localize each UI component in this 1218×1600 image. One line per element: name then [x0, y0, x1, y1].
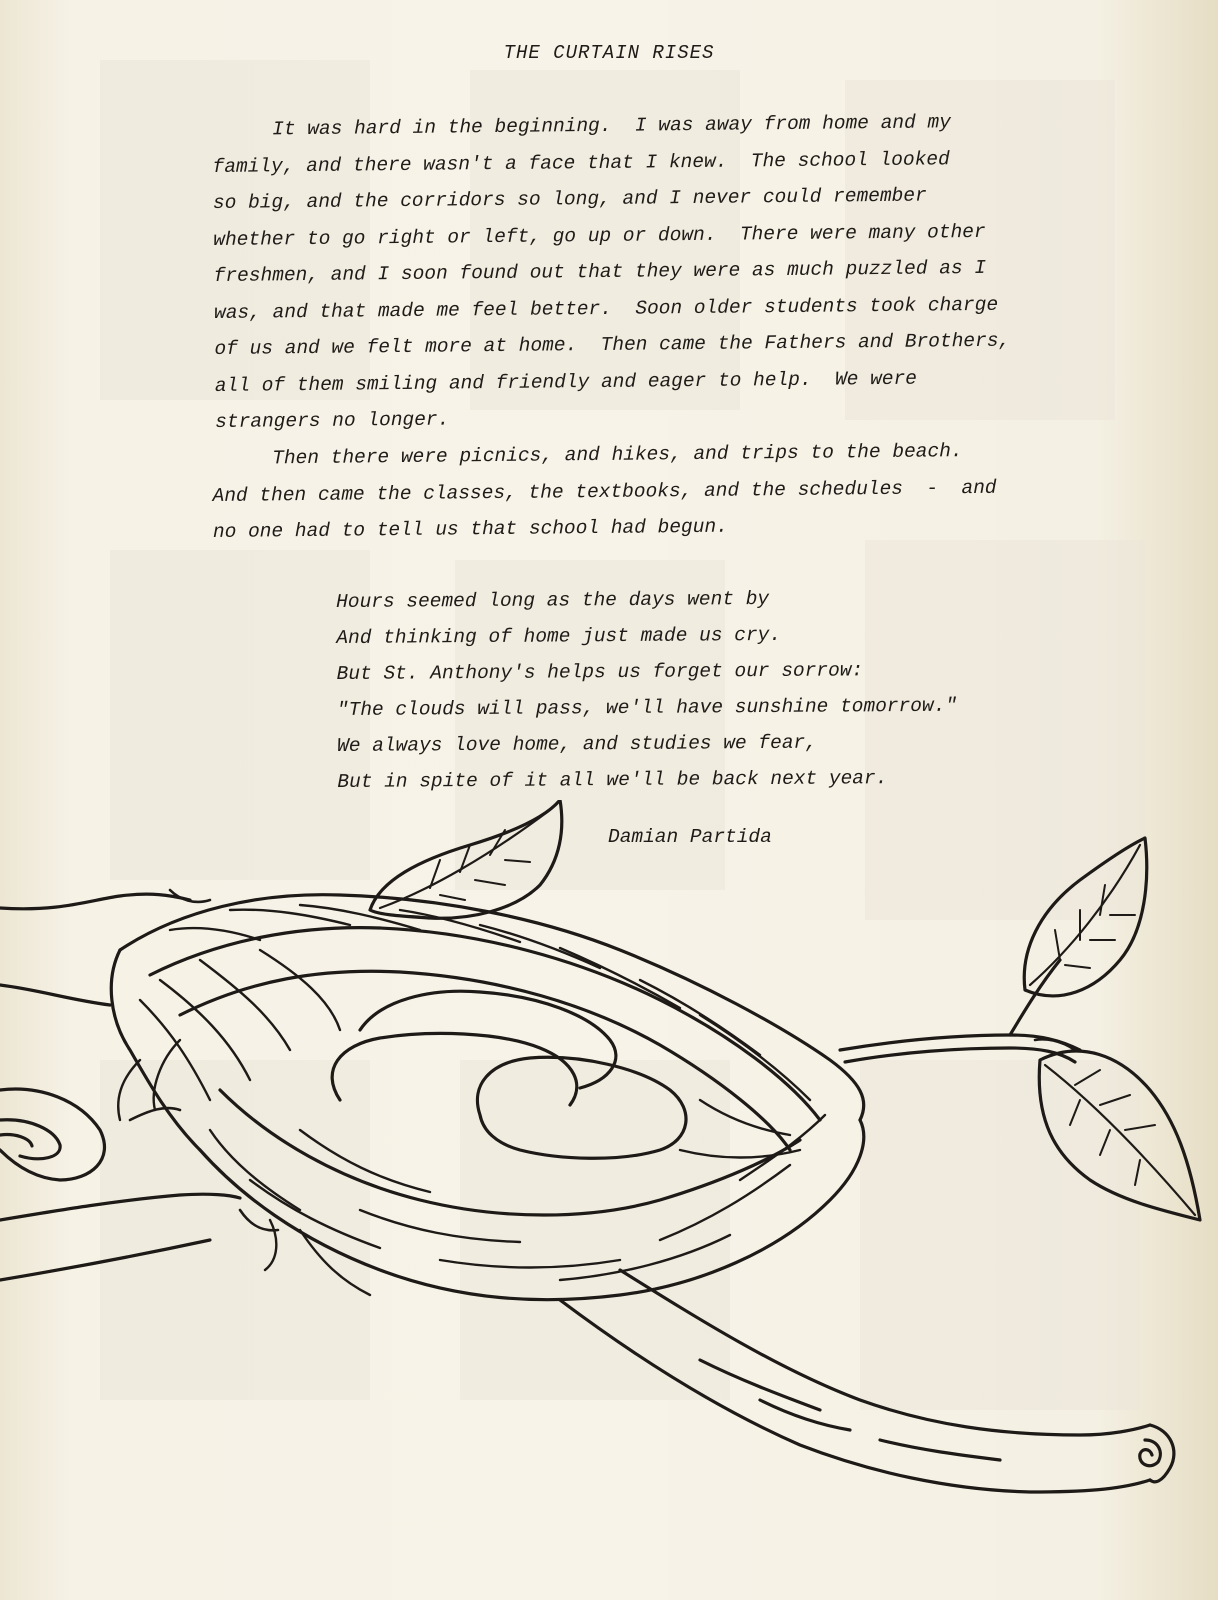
- author-signature: Damian Partida: [608, 826, 772, 848]
- branch-lower-edge: [0, 1194, 240, 1220]
- nest-drawing: [0, 800, 1218, 1520]
- poem: [336, 580, 977, 800]
- page-title: THE CURTAIN RISES: [503, 42, 715, 64]
- nest-outer-left: [111, 950, 200, 1150]
- leaf-right-lower: [1039, 1051, 1200, 1220]
- poem-line: But St. Anthony's helps us forget our sorrow:: [336, 659, 864, 685]
- twig-up: [1010, 960, 1060, 1035]
- branch-texture: [700, 1360, 1000, 1460]
- text-line: whether to go right or left, go up or down. There were many other: [213, 220, 986, 251]
- branch-left-lower: [0, 1240, 210, 1280]
- text-line: all of them smiling and friendly and eager to help. We were: [214, 367, 918, 397]
- branch-long-top: [620, 1270, 1150, 1435]
- leaf-right-lower-vein: [1045, 1065, 1195, 1215]
- text-line: freshmen, and I soon found out that they were as much puzzled as I: [213, 256, 987, 287]
- text-line: It was hard in the beginning. I was away from home and my: [272, 111, 951, 141]
- text-line: And then came the classes, the textbooks, and the schedules - and: [212, 476, 997, 507]
- nest-twig-2: [170, 890, 210, 902]
- poem-line: And thinking of home just made us cry.: [336, 623, 782, 649]
- leaf-right-lower-veins: [1070, 1070, 1155, 1185]
- paragraph-1: [212, 103, 1055, 440]
- egg-middle: [332, 1033, 577, 1105]
- text-line: of us and we felt more at home. Then came the Fathers and Brothers,: [214, 329, 1011, 360]
- paragraph-2: [212, 432, 1053, 550]
- poem-line: But in spite of it all we'll be back next year.: [337, 767, 888, 793]
- nest-rim-inner: [180, 971, 790, 1150]
- branch-knot-inner: [0, 1120, 60, 1159]
- poem-line: "The clouds will pass, we'll have sunshine tomorrow.": [336, 694, 958, 721]
- branch-long-bottom: [560, 1300, 1150, 1492]
- text-line: Then there were picnics, and hikes, and trips to the beach.: [272, 440, 963, 470]
- nest-rim: [150, 928, 820, 1120]
- egg-front: [477, 1057, 686, 1158]
- nest-illustration: [0, 800, 1218, 1520]
- poem-line: We always love home, and studies we fear,: [337, 731, 817, 757]
- branch-end-cap: [1150, 1425, 1174, 1482]
- text-line: family, and there wasn't a face that I knew. The school looked: [212, 147, 950, 178]
- branch-knot-ring: [0, 1135, 32, 1146]
- text-line: was, and that made me feel better. Soon older students took charge: [213, 293, 999, 324]
- nest-weave: [118, 905, 825, 1295]
- text-line: strangers no longer.: [215, 408, 450, 433]
- poem-line: Hours seemed long as the days went by: [336, 587, 770, 613]
- text-line: so big, and the corridors so long, and I never could remember: [212, 184, 927, 214]
- branch-end-spiral: [1140, 1440, 1161, 1466]
- text-line: no one had to tell us that school had begun.: [212, 515, 728, 543]
- branch-upper: [0, 894, 190, 909]
- branch-upper-lower-edge: [0, 985, 110, 1005]
